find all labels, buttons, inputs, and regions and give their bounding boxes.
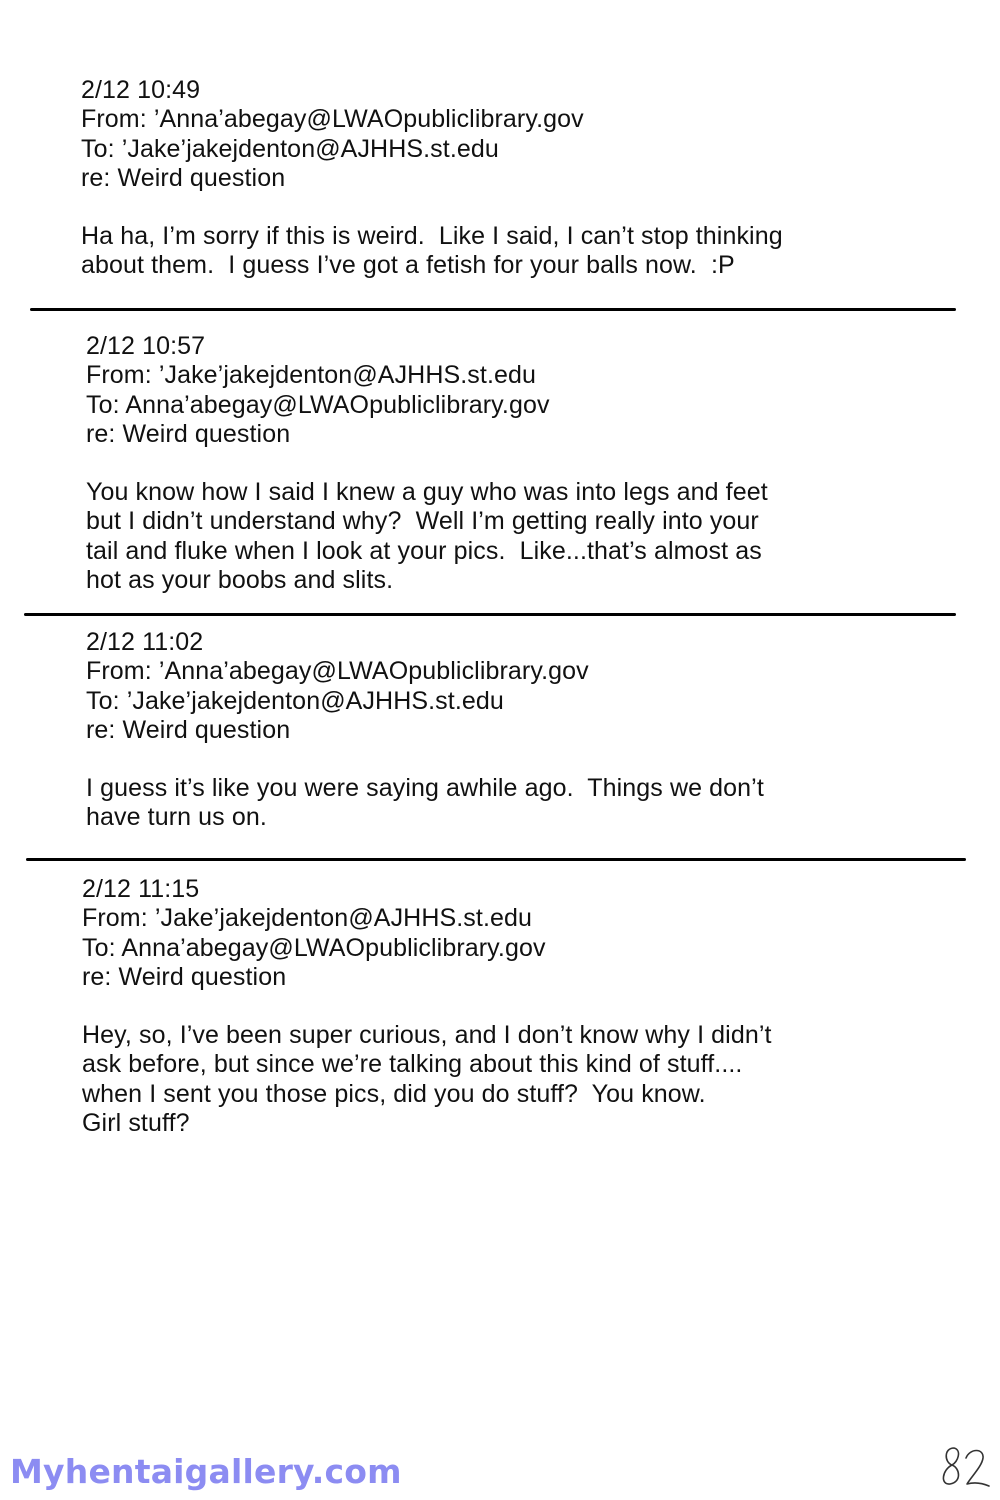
message-divider (30, 308, 956, 311)
email-timestamp: 2/12 10:49 (81, 76, 201, 104)
email-body-line: about them. I guess I’ve got a fetish for your balls now. :P (81, 251, 735, 280)
email-to: To: Anna’abegay@LWAOpubliclibrary.gov (82, 933, 546, 962)
email-body-line: tail and fluke when I look at your pics. Like...that’s almost as (86, 536, 762, 565)
message-divider (26, 858, 966, 861)
email-body-line: hot as your boobs and slits. (86, 566, 394, 595)
email-subject: re: Weird question (81, 163, 286, 192)
email-subject: re: Weird question (86, 419, 291, 448)
email-subject: re: Weird question (86, 715, 291, 744)
email-body-line: but I didn’t understand why? Well I’m getting really into your (86, 507, 759, 536)
email-timestamp: 2/12 11:15 (82, 875, 200, 903)
email-to: To: ’Jake’jakejdenton@AJHHS.st.edu (81, 134, 499, 163)
email-body (81, 222, 901, 281)
email-timestamp: 2/12 10:57 (86, 332, 206, 360)
handwritten-page-number (936, 1442, 992, 1492)
email-from: From: ’Jake’jakejdenton@AJHHS.st.edu (86, 361, 536, 390)
email-to: To: ’Jake’jakejdenton@AJHHS.st.edu (86, 686, 504, 715)
email-body-line: Ha ha, I’m sorry if this is weird. Like I said, I can’t stop thinking (81, 222, 783, 251)
email-body-line: I guess it’s like you were saying awhile ago. Things we don’t (86, 774, 764, 803)
email-to: To: Anna’abegay@LWAOpubliclibrary.gov (86, 390, 550, 419)
email-body-line: You know how I said I knew a guy who was into legs and feet (86, 478, 768, 507)
email-body (86, 478, 906, 595)
email-timestamp: 2/12 11:02 (86, 628, 204, 656)
email-message-2 (86, 332, 906, 595)
email-message-3 (86, 628, 906, 833)
message-divider (24, 613, 956, 616)
email-body (86, 774, 906, 833)
email-body (82, 1021, 902, 1138)
site-watermark: Myhentaigallery.com (10, 1452, 402, 1491)
email-from: From: ’Anna’abegay@LWAOpubliclibrary.gov (81, 105, 584, 134)
email-from: From: ’Anna’abegay@LWAOpubliclibrary.gov (86, 657, 589, 686)
email-body-line: Hey, so, I’ve been super curious, and I don’t know why I didn’t (82, 1021, 772, 1050)
email-subject: re: Weird question (82, 962, 287, 991)
email-message-4 (82, 875, 902, 1138)
email-message-1 (81, 76, 901, 281)
email-body-line: have turn us on. (86, 803, 267, 832)
email-body-line: Girl stuff? (82, 1109, 190, 1138)
email-from: From: ’Jake’jakejdenton@AJHHS.st.edu (82, 904, 532, 933)
email-body-line: when I sent you those pics, did you do stuff? You know. (82, 1079, 706, 1108)
email-body-line: ask before, but since we’re talking about this kind of stuff.... (82, 1050, 743, 1079)
